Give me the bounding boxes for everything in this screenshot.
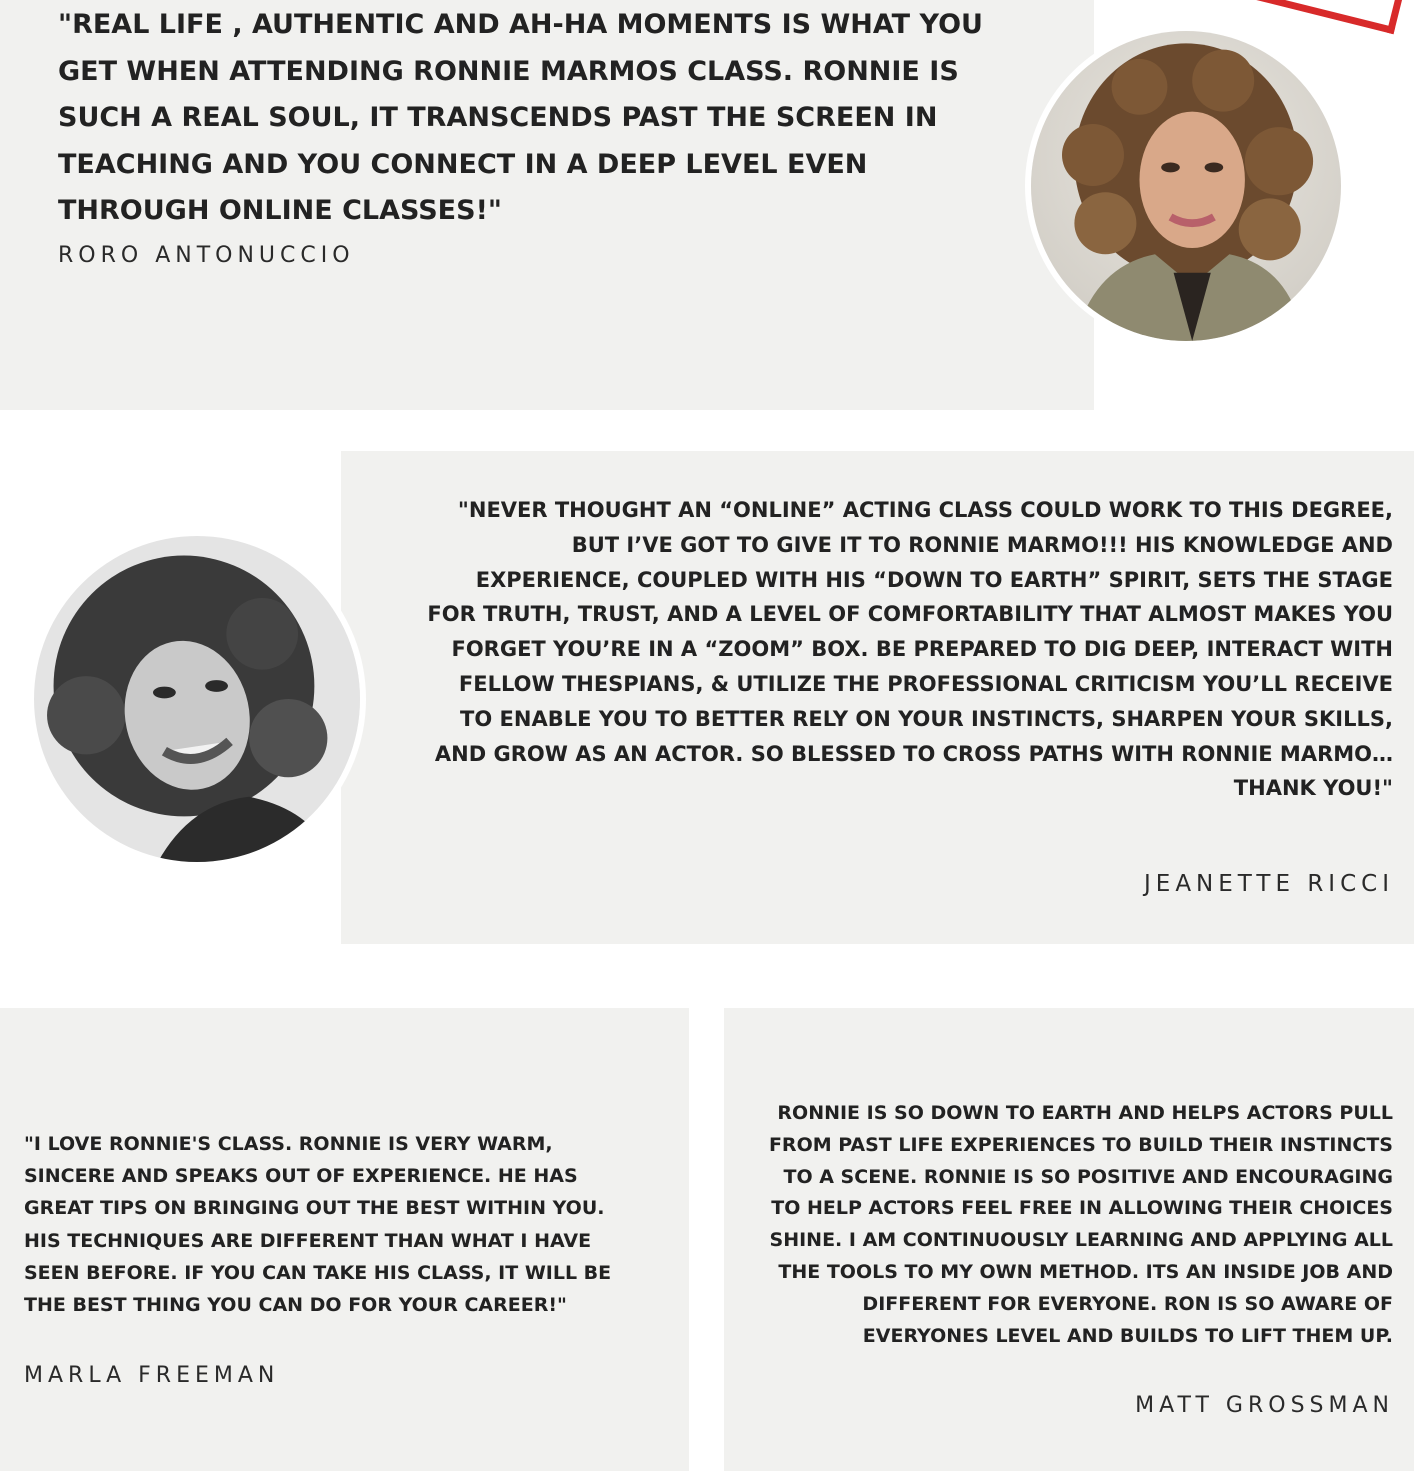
jeanette-portrait-photo (28, 530, 366, 868)
testimonial-quote: "I LOVE RONNIE'S CLASS. RONNIE IS VERY WARM, SINCERE AND SPEAKS OUT OF EXPERIENCE. HE HAS GREAT TIPS ON BRINGING OUT THE BEST WITHIN YOU. HIS TECHNIQUES ARE DIFFERENT THAN WHAT I HAVE SEEN BEFORE. IF YOU CAN TAKE HIS CLASS, IT WILL BE THE BEST THING YOU CAN DO FOR YOUR CAREER!" (24, 1133, 612, 1317)
testimonial-author: MARLA FREEMAN (24, 1363, 280, 1388)
testimonial-quote: "REAL LIFE , AUTHENTIC AND AH-HA MOMENTS IS WHAT YOU GET WHEN ATTENDING RONNIE MARMOS CLASS. RONNIE IS SUCH A REAL SOUL, IT TRANSCENDS PAST THE SCREEN IN TEACHING AND YOU CONNECT IN A DEEP LEVEL EVEN THROUGH ONLINE CLASSES!" (58, 9, 983, 226)
roro-portrait-photo (1025, 25, 1347, 347)
testimonial-author: RORO ANTONUCCIO (58, 243, 355, 268)
testimonial-quote: RONNIE IS SO DOWN TO EARTH AND HELPS ACTORS PULL FROM PAST LIFE EXPERIENCES TO BUILD THEIR INSTINCTS TO A SCENE. RONNIE IS SO POSITIVE AND ENCOURAGING TO HELP ACTORS FEEL FREE IN ALLOWING THEIR CHOICES SHINE. I AM CONTINUOUSLY LEARNING AND APPLYING ALL THE TOOLS TO MY OWN METHOD. ITS AN INSIDE JOB AND DIFFERENT FOR EVERYONE. RON IS SO AWARE OF EVERYONES LEVEL AND BUILDS TO LIFT THEM UP. (768, 1102, 1393, 1347)
testimonial-author: JEANETTE RICCI (1144, 871, 1394, 897)
testimonial-author: MATT GROSSMAN (1135, 1393, 1394, 1418)
testimonial-quote: "NEVER THOUGHT AN “ONLINE” ACTING CLASS COULD WORK TO THIS DEGREE, BUT I’VE GOT TO GIVE IT TO RONNIE MARMO!!! HIS KNOWLEDGE AND EXPERIENCE, COUPLED WITH HIS “DOWN TO EARTH” SPIRIT, SETS THE STAGE FOR TRUTH, TRUST, AND A LEVEL OF COMFORTABILITY THAT ALMOST MAKES YOU FORGET YOU’RE IN A “ZOOM” BOX. BE PREPARED TO DIG DEEP, INTERACT WITH FELLOW THESPIANS, & UTILIZE THE PROFESSIONAL CRITICISM YOU’LL RECEIVE TO ENABLE YOU TO BETTER RELY ON YOUR INSTINCTS, SHARPEN YOUR SKILLS, AND GROW AS AN ACTOR. SO BLESSED TO CROSS PATHS WITH RONNIE MARMO…THANK YOU!" (427, 498, 1393, 801)
